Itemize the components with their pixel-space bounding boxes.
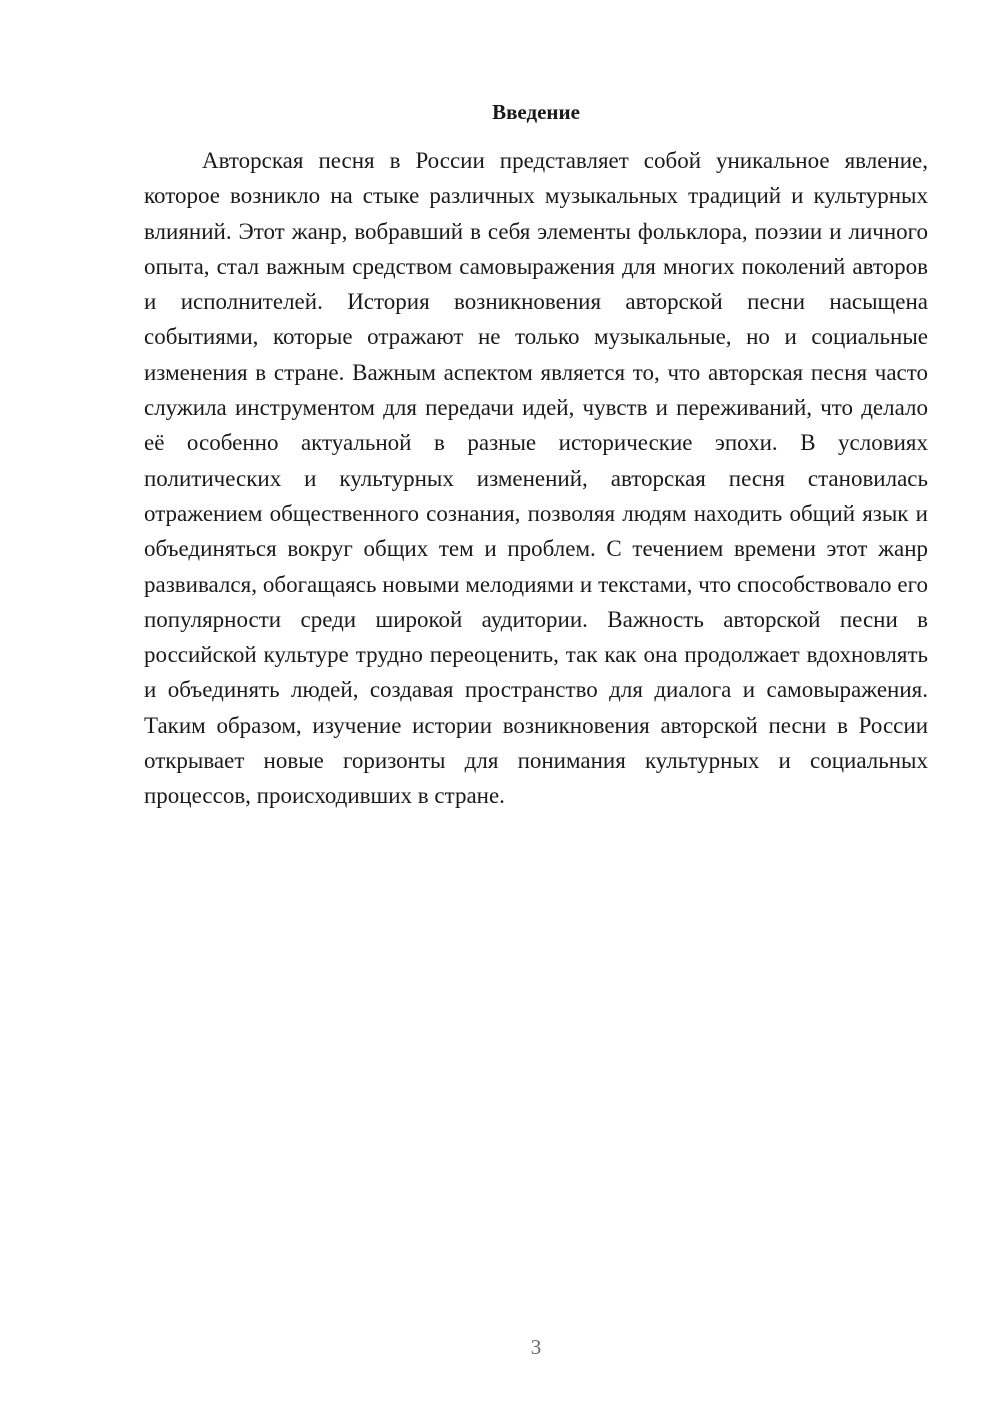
page-number: 3 — [530, 1335, 542, 1359]
section-title: Введение — [492, 100, 580, 124]
body-paragraph: Авторская песня в России представляет собой уникальное явление, которое возникло на стыке различных музыкальных традиций и культурных влияний. Этот жанр, вобравший в себя элементы фольклора, поэзии и личного опыта, стал важным средством самовыражения для многих поколений авторов и исполнителей. История возникновения авторской песни насыщена событиями, которые отражают не только музыкальные, но и социальные изменения в стране. Важным аспектом является то, что авторская песня часто служила инструментом для передачи идей, чувств и переживаний, что делало её особенно актуальной в разные исторические эпохи. В условиях политических и культурных изменений, авторская песня становилась отражением общественного сознания, позволяя людям находить общий язык и объединяться вокруг общих тем и проблем. С течением времени этот жанр развивался, обогащаясь новыми мелодиями и текстами, что способствовало его популярности среди широкой аудитории. Важность авторской песни в российской культуре трудно переоценить, так как она продолжает вдохновлять и объединять людей, создавая пространство для диалога и самовыражения. Таким образом, изучение истории возникновения авторской песни в России открывает новые горизонты для понимания культурных и социальных процессов, происходивших в стране. — [144, 148, 928, 809]
